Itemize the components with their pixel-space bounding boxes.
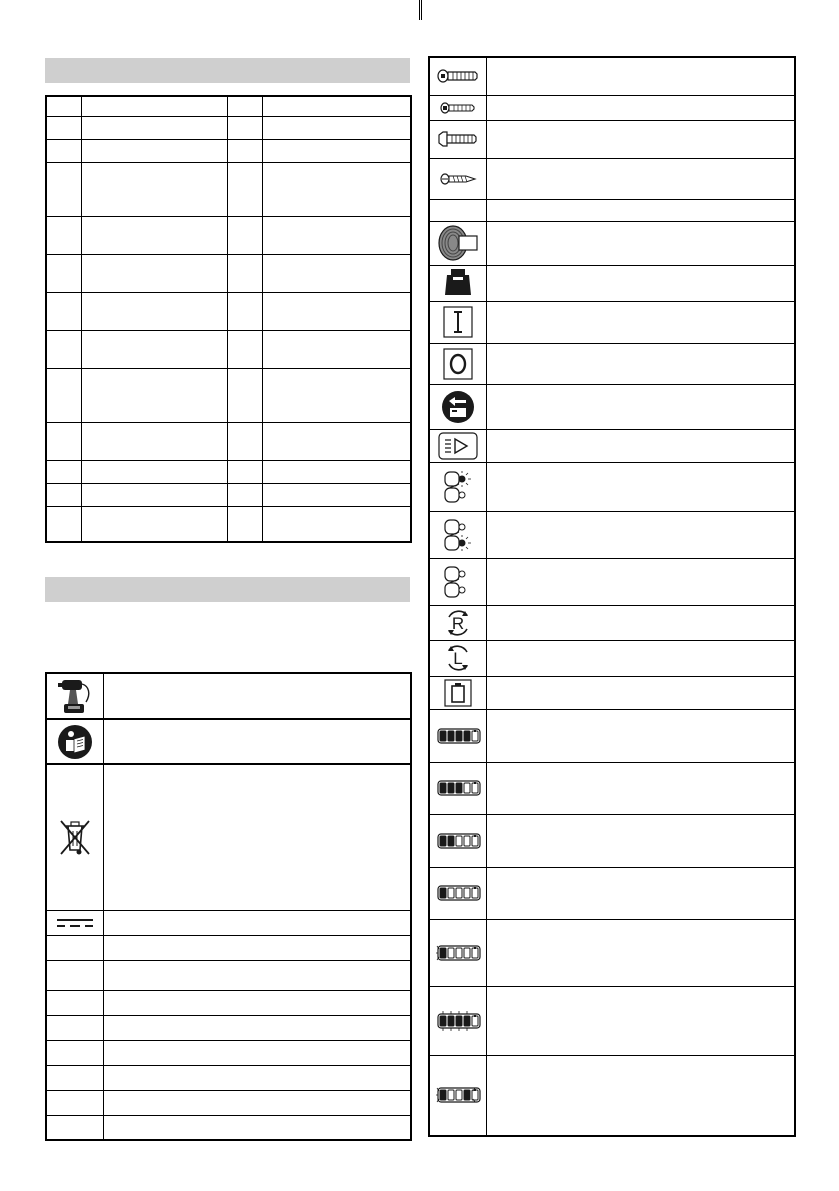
part-name-cell bbox=[81, 330, 227, 368]
left-description-cell bbox=[103, 1090, 411, 1115]
left-symbol-row bbox=[46, 960, 411, 990]
right-symbol-row bbox=[429, 462, 795, 511]
lower-led-lit-icon bbox=[443, 518, 473, 552]
parts-table-row bbox=[46, 422, 411, 460]
svg-text:L: L bbox=[453, 649, 463, 668]
crop-mark-right bbox=[421, 0, 422, 20]
part-number-cell bbox=[227, 139, 262, 162]
left-description-cell bbox=[103, 764, 411, 910]
right-symbol-cell bbox=[429, 265, 486, 301]
right-symbol-row bbox=[429, 199, 795, 221]
left-symbol-cell bbox=[46, 673, 103, 719]
on-switch-icon bbox=[443, 306, 473, 338]
left-symbol-cell bbox=[46, 990, 103, 1015]
right-symbol-cell bbox=[429, 462, 486, 511]
part-name-cell bbox=[262, 139, 411, 162]
left-description-cell bbox=[103, 935, 411, 960]
right-symbol-cell bbox=[429, 511, 486, 558]
left-symbol-row bbox=[46, 990, 411, 1015]
part-number-cell bbox=[227, 506, 262, 542]
battery-outer-blinking-icon bbox=[435, 1084, 481, 1106]
right-symbol-cell bbox=[429, 343, 486, 384]
right-symbol-row bbox=[429, 986, 795, 1055]
parts-table-row bbox=[46, 116, 411, 139]
part-name-cell bbox=[81, 139, 227, 162]
parts-table-row bbox=[46, 330, 411, 368]
part-number-cell bbox=[46, 292, 81, 330]
section-bar-symbols bbox=[45, 577, 410, 602]
right-symbol-cell bbox=[429, 762, 486, 814]
right-description-cell bbox=[486, 301, 795, 343]
right-symbol-row bbox=[429, 429, 795, 462]
left-symbol-row bbox=[46, 719, 411, 764]
right-description-cell bbox=[486, 605, 795, 640]
right-description-cell bbox=[486, 199, 795, 221]
work-light-icon bbox=[438, 432, 478, 460]
right-symbol-cell bbox=[429, 1055, 486, 1136]
right-symbol-cell bbox=[429, 384, 486, 429]
part-name-cell bbox=[81, 216, 227, 254]
part-number-cell bbox=[227, 368, 262, 422]
right-description-cell bbox=[486, 762, 795, 814]
parts-table-row bbox=[46, 96, 411, 116]
parts-table-row bbox=[46, 254, 411, 292]
part-number-cell bbox=[227, 254, 262, 292]
left-symbol-row bbox=[46, 1040, 411, 1065]
battery-level-1-blinking-icon bbox=[435, 942, 481, 964]
read-manual-icon bbox=[57, 724, 93, 760]
parts-table-row bbox=[46, 368, 411, 422]
reverse-rotation-icon bbox=[443, 643, 473, 673]
right-symbol-cell bbox=[429, 199, 486, 221]
battery-pack-icon bbox=[443, 267, 473, 299]
left-symbol-cell bbox=[46, 1115, 103, 1140]
right-symbol-row bbox=[429, 265, 795, 301]
right-symbol-row bbox=[429, 867, 795, 919]
direct-current-icon bbox=[55, 916, 95, 930]
crossed-out-wheelie-bin-icon bbox=[56, 816, 94, 858]
left-description-cell bbox=[103, 719, 411, 764]
right-symbol-cell bbox=[429, 120, 486, 158]
part-name-cell bbox=[262, 422, 411, 460]
right-symbol-row bbox=[429, 158, 795, 199]
right-symbol-row bbox=[429, 558, 795, 605]
part-name-cell bbox=[262, 368, 411, 422]
part-name-cell bbox=[81, 506, 227, 542]
left-description-cell bbox=[103, 673, 411, 719]
off-switch-icon bbox=[443, 348, 473, 380]
right-description-cell bbox=[486, 95, 795, 120]
svg-text:R: R bbox=[451, 613, 464, 633]
right-description-cell bbox=[486, 511, 795, 558]
part-name-cell bbox=[262, 292, 411, 330]
crop-mark-left bbox=[419, 0, 420, 20]
right-description-cell bbox=[486, 429, 795, 462]
part-name-cell bbox=[81, 116, 227, 139]
part-name-cell bbox=[81, 254, 227, 292]
right-description-cell bbox=[486, 986, 795, 1055]
left-symbol-cell bbox=[46, 764, 103, 910]
right-symbol-row bbox=[429, 919, 795, 986]
symbols-table-right bbox=[428, 56, 796, 1137]
right-symbol-row bbox=[429, 640, 795, 676]
parts-table-row bbox=[46, 139, 411, 162]
right-symbol-row bbox=[429, 384, 795, 429]
right-symbol-cell bbox=[429, 867, 486, 919]
hex-socket-bolt-icon bbox=[435, 66, 481, 86]
left-symbol-row bbox=[46, 910, 411, 935]
right-symbol-row bbox=[429, 605, 795, 640]
part-number-cell bbox=[46, 330, 81, 368]
battery-level-2-icon bbox=[435, 830, 481, 852]
right-symbol-cell bbox=[429, 676, 486, 709]
right-description-cell bbox=[486, 676, 795, 709]
right-description-cell bbox=[486, 867, 795, 919]
upper-led-lit-icon bbox=[443, 470, 473, 504]
parts-table-row bbox=[46, 483, 411, 506]
battery-level-4-icon bbox=[435, 725, 481, 747]
symbols-table-left bbox=[45, 672, 412, 1141]
right-symbol-row bbox=[429, 95, 795, 120]
right-description-cell bbox=[486, 120, 795, 158]
part-number-cell bbox=[46, 162, 81, 216]
part-name-cell bbox=[262, 330, 411, 368]
part-number-cell bbox=[46, 116, 81, 139]
right-symbol-row bbox=[429, 343, 795, 384]
parts-table-row bbox=[46, 292, 411, 330]
part-name-cell bbox=[81, 368, 227, 422]
right-symbol-cell bbox=[429, 558, 486, 605]
right-symbol-cell bbox=[429, 57, 486, 95]
left-symbol-cell bbox=[46, 1090, 103, 1115]
right-symbol-cell bbox=[429, 986, 486, 1055]
right-description-cell bbox=[486, 265, 795, 301]
right-symbol-cell bbox=[429, 709, 486, 762]
part-number-cell bbox=[46, 368, 81, 422]
part-name-cell bbox=[81, 162, 227, 216]
left-symbol-cell bbox=[46, 1015, 103, 1040]
left-symbol-row bbox=[46, 1090, 411, 1115]
part-name-cell bbox=[262, 460, 411, 483]
right-symbol-row bbox=[429, 1055, 795, 1136]
left-description-cell bbox=[103, 1015, 411, 1040]
right-description-cell bbox=[486, 919, 795, 986]
forward-rotation-icon bbox=[443, 608, 473, 638]
part-number-cell bbox=[227, 162, 262, 216]
part-name-cell bbox=[262, 216, 411, 254]
part-number-cell bbox=[46, 506, 81, 542]
part-number-cell bbox=[227, 292, 262, 330]
part-number-cell bbox=[227, 422, 262, 460]
left-symbol-cell bbox=[46, 910, 103, 935]
right-symbol-cell bbox=[429, 158, 486, 199]
right-description-cell bbox=[486, 640, 795, 676]
right-symbol-cell bbox=[429, 919, 486, 986]
right-symbol-row bbox=[429, 814, 795, 867]
part-number-cell bbox=[46, 460, 81, 483]
right-symbol-cell bbox=[429, 814, 486, 867]
parts-table-row bbox=[46, 162, 411, 216]
left-symbol-cell bbox=[46, 1065, 103, 1090]
parts-table-row bbox=[46, 216, 411, 254]
part-number-cell bbox=[227, 216, 262, 254]
right-symbol-row bbox=[429, 709, 795, 762]
part-number-cell bbox=[227, 116, 262, 139]
left-symbol-cell bbox=[46, 719, 103, 764]
right-symbol-cell bbox=[429, 301, 486, 343]
left-symbol-cell bbox=[46, 935, 103, 960]
right-description-cell bbox=[486, 343, 795, 384]
part-number-cell bbox=[46, 483, 81, 506]
part-number-cell bbox=[227, 483, 262, 506]
right-symbol-row bbox=[429, 676, 795, 709]
part-number-cell bbox=[227, 96, 262, 116]
left-description-cell bbox=[103, 960, 411, 990]
right-description-cell bbox=[486, 558, 795, 605]
part-number-cell bbox=[227, 330, 262, 368]
part-name-cell bbox=[81, 483, 227, 506]
right-description-cell bbox=[486, 158, 795, 199]
impact-driver-tool-icon bbox=[56, 676, 94, 716]
battery-level-3-icon bbox=[435, 777, 481, 799]
right-description-cell bbox=[486, 462, 795, 511]
right-description-cell bbox=[486, 384, 795, 429]
left-symbol-cell bbox=[46, 960, 103, 990]
section-bar-parts bbox=[45, 58, 410, 83]
part-name-cell bbox=[262, 162, 411, 216]
left-symbol-row bbox=[46, 1015, 411, 1040]
left-symbol-row bbox=[46, 935, 411, 960]
right-symbol-cell bbox=[429, 605, 486, 640]
leds-off-icon bbox=[443, 565, 473, 599]
part-number-cell bbox=[46, 422, 81, 460]
right-symbol-row bbox=[429, 57, 795, 95]
left-description-cell bbox=[103, 990, 411, 1015]
right-description-cell bbox=[486, 814, 795, 867]
wood-screw-icon bbox=[438, 170, 478, 188]
parts-table-row bbox=[46, 460, 411, 483]
part-number-cell bbox=[46, 216, 81, 254]
part-name-cell bbox=[81, 292, 227, 330]
left-description-cell bbox=[103, 1065, 411, 1090]
left-symbol-row bbox=[46, 673, 411, 719]
right-symbol-row bbox=[429, 221, 795, 265]
part-name-cell bbox=[262, 96, 411, 116]
right-symbol-row bbox=[429, 301, 795, 343]
part-name-cell bbox=[81, 460, 227, 483]
part-name-cell bbox=[81, 422, 227, 460]
right-description-cell bbox=[486, 1055, 795, 1136]
battery-remove-icon bbox=[441, 390, 475, 424]
left-symbol-row bbox=[46, 1065, 411, 1090]
part-number-cell bbox=[227, 460, 262, 483]
left-symbol-row bbox=[46, 764, 411, 910]
part-number-cell bbox=[46, 254, 81, 292]
right-symbol-row bbox=[429, 120, 795, 158]
part-name-cell bbox=[262, 254, 411, 292]
battery-level-1-icon bbox=[435, 882, 481, 904]
part-name-cell bbox=[262, 506, 411, 542]
part-number-cell bbox=[46, 96, 81, 116]
left-description-cell bbox=[103, 1040, 411, 1065]
left-description-cell bbox=[103, 910, 411, 935]
right-description-cell bbox=[486, 709, 795, 762]
right-symbol-cell bbox=[429, 221, 486, 265]
part-number-cell bbox=[46, 139, 81, 162]
right-symbol-cell bbox=[429, 95, 486, 120]
battery-all-blinking-icon bbox=[435, 1010, 481, 1032]
right-symbol-cell bbox=[429, 640, 486, 676]
left-description-cell bbox=[103, 1115, 411, 1140]
right-symbol-row bbox=[429, 762, 795, 814]
right-description-cell bbox=[486, 57, 795, 95]
part-name-cell bbox=[81, 96, 227, 116]
battery-icon bbox=[444, 679, 472, 707]
part-name-cell bbox=[262, 483, 411, 506]
parts-table-row bbox=[46, 506, 411, 542]
part-name-cell bbox=[262, 116, 411, 139]
right-symbol-cell bbox=[429, 429, 486, 462]
right-symbol-row bbox=[429, 511, 795, 558]
left-symbol-row bbox=[46, 1115, 411, 1140]
bit-sleeve-icon bbox=[435, 223, 481, 263]
hex-bolt-icon bbox=[436, 129, 480, 149]
right-description-cell bbox=[486, 221, 795, 265]
parts-table bbox=[45, 95, 412, 543]
small-bolt-icon bbox=[438, 100, 478, 116]
left-symbol-cell bbox=[46, 1040, 103, 1065]
